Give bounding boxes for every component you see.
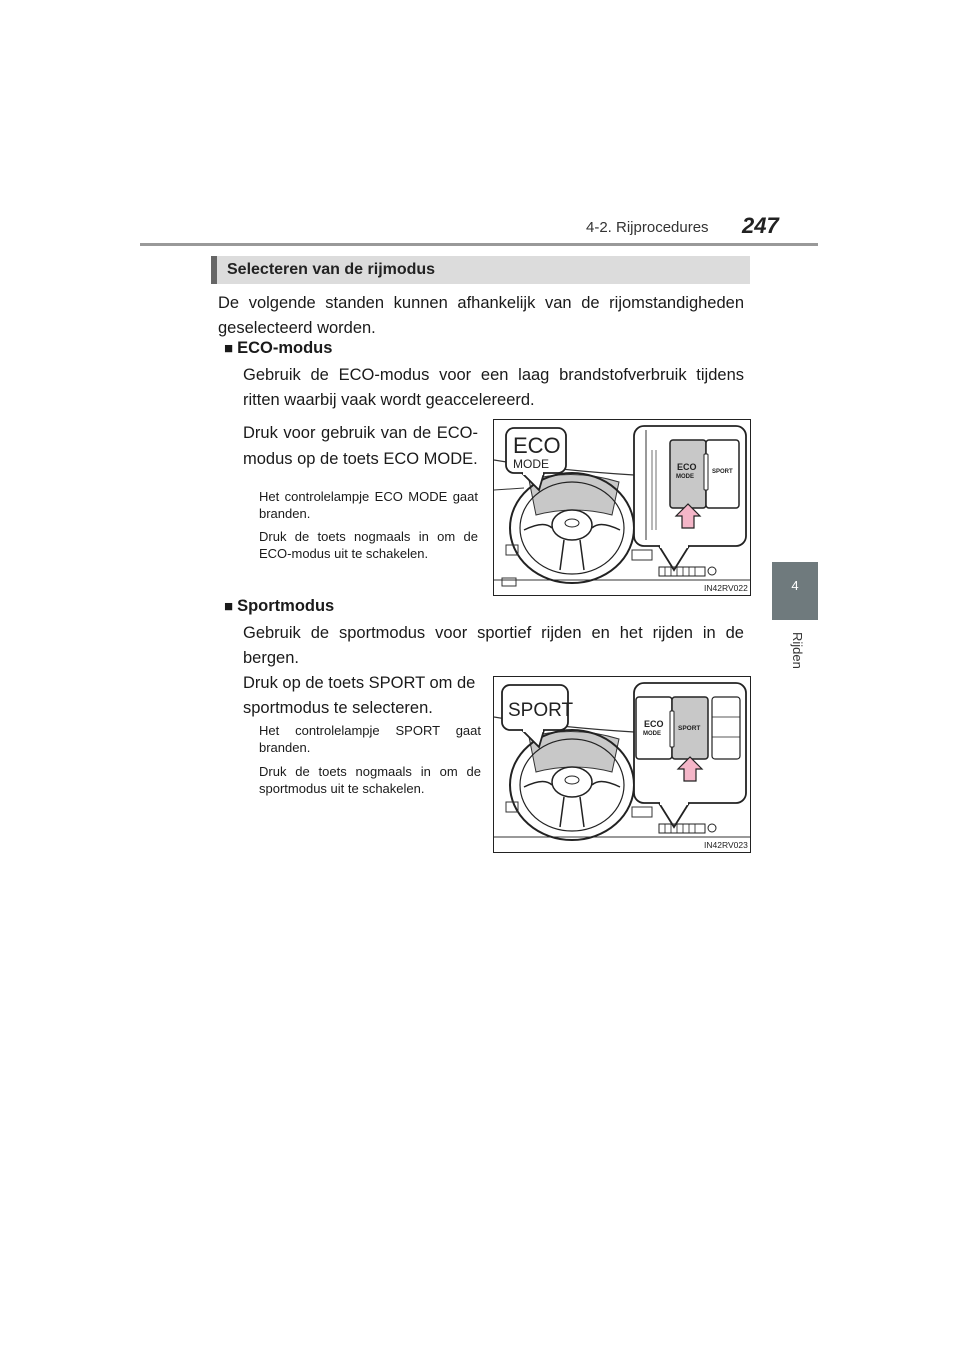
square-bullet-icon: ■ [224,598,234,615]
eco-description: Gebruik de ECO-modus voor een laag brandstofverbruik tijdens ritten waarbij vaak wordt geaccelereerd. [243,366,744,409]
sport-note-1: Het controlelampje SPORT gaat branden. [259,723,481,755]
chapter-tab-label: Rijden [790,632,805,669]
section-title-bar [211,256,750,284]
sport-button-label: SPORT [678,725,701,732]
eco-figure-code: IN42RV022 [704,583,748,593]
sport-callout-text: SPORT [508,700,574,721]
running-header-section: 4-2. Rijprocedures [586,219,709,236]
sport-description: Gebruik de sportmodus voor sportief rijden en het rijden in de bergen. [243,624,744,667]
chapter-tab-number: 4 [791,578,799,593]
eco-button-label-2: MODE [676,474,694,480]
eco-mode-illustration [493,419,751,596]
page-number: 247 [742,213,779,238]
sport-button-label: SPORT [712,469,733,475]
sport-mode-drawing [494,677,750,852]
eco-callout-text-2: MODE [513,457,549,471]
eco-heading: ■ ECO-modus [224,339,333,357]
sport-mode-illustration [493,676,751,853]
sport-figure-code: IN42RV023 [704,840,748,850]
eco-note-2: Druk de toets nogmaals in om de ECO-modus uit te schakelen. [259,529,478,561]
eco-button-label-1: ECO [677,462,697,472]
eco-button-label-2: MODE [643,731,661,737]
eco-button-label-1: ECO [644,719,664,729]
eco-mode-drawing [494,420,750,595]
section-bar-accent [211,256,217,284]
square-bullet-icon: ■ [224,340,234,357]
sport-instruction: Druk op de toets SPORT om de sportmodus te selecteren. [243,674,476,717]
eco-instruction: Druk voor gebruik van de ECO-modus op de toets ECO MODE. [243,424,478,468]
sport-heading: ■ Sportmodus [224,597,335,615]
eco-callout-text-1: ECO [513,433,561,458]
sport-note-2: Druk de toets nogmaals in om de sportmodus uit te schakelen. [259,764,481,796]
intro-paragraph: De volgende standen kunnen afhankelijk van de rijomstandigheden geselecteerd worden. [218,294,744,337]
eco-note-1: Het controlelampje ECO MODE gaat branden. [259,489,478,521]
header-rule [140,243,818,246]
section-title: Selecteren van de rijmodus [227,261,436,278]
